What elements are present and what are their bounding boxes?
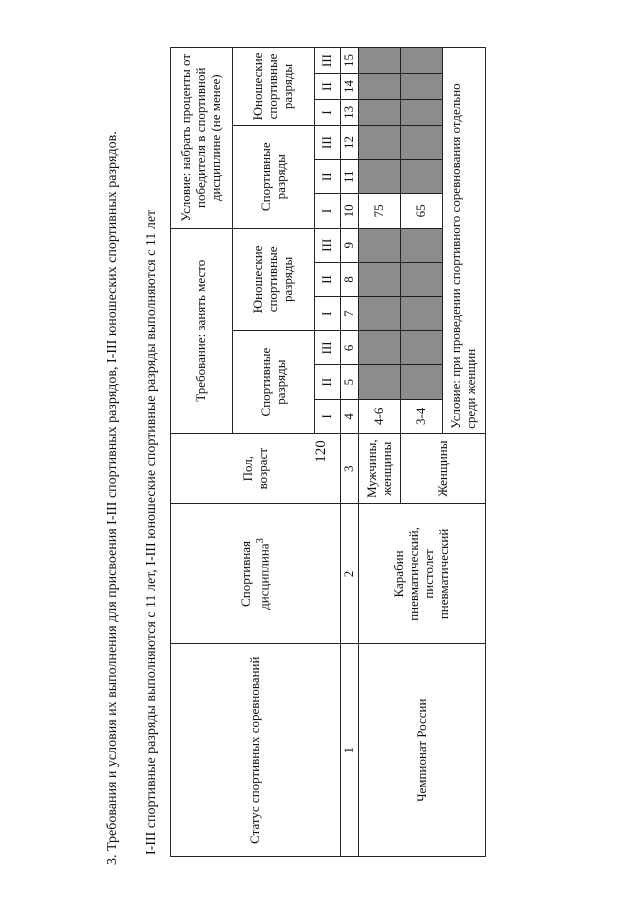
rank-label: I xyxy=(315,297,341,331)
shaded-cell xyxy=(359,99,401,125)
page-number: 120 xyxy=(312,440,329,463)
place-value: 3-4 xyxy=(401,399,443,433)
shaded-cell xyxy=(359,228,401,262)
rank-label: III xyxy=(315,331,341,365)
shaded-cell xyxy=(401,74,443,100)
shaded-cell xyxy=(401,99,443,125)
shaded-cell xyxy=(359,365,401,399)
header-discipline-text: Спортивная дисциплина xyxy=(237,540,272,610)
rank-label: III xyxy=(315,48,341,74)
table-caption: I-III спортивные разряды выполняются с 11 лет, I-III юношеские спортивные разряды выполняются с 11 лет xyxy=(144,209,159,855)
column-number: 9 xyxy=(341,228,359,262)
shaded-cell xyxy=(359,262,401,296)
shaded-cell xyxy=(401,365,443,399)
shaded-cell xyxy=(401,160,443,194)
shaded-cell xyxy=(401,262,443,296)
column-number: 3 xyxy=(341,433,359,504)
header-discipline xyxy=(171,504,341,644)
column-number: 4 xyxy=(341,399,359,433)
row-status: Чемпионат России xyxy=(359,644,486,857)
rank-label: III xyxy=(315,125,341,159)
column-number: 1 xyxy=(341,644,359,857)
column-number: 5 xyxy=(341,365,359,399)
column-number: 13 xyxy=(341,99,359,125)
percent-value: 65 xyxy=(401,194,443,228)
column-number: 15 xyxy=(341,48,359,74)
header-discipline-footnote: 3 xyxy=(253,538,266,544)
rank-label: II xyxy=(315,262,341,296)
column-number: 2 xyxy=(341,504,359,644)
header-place-requirement: Требование: занять место xyxy=(171,228,233,433)
column-number: 6 xyxy=(341,331,359,365)
header-gender-age: Пол, возраст xyxy=(171,433,341,504)
column-number: 12 xyxy=(341,125,359,159)
row-gender: Женщины xyxy=(401,433,486,504)
header-sport-ranks-percent: Спортивные разряды xyxy=(233,125,315,228)
shaded-cell xyxy=(359,331,401,365)
rank-label: I xyxy=(315,194,341,228)
section-heading: 3. Требования и условия их выполнения для присвоения I-III спортивных разрядов, I-III юношеских спортивных разрядов. xyxy=(105,131,120,865)
rank-label: III xyxy=(315,228,341,262)
requirements-table xyxy=(170,47,486,857)
header-status: Статус спортивных соревнований xyxy=(171,644,341,857)
header-sport-ranks: Спортивные разряды xyxy=(233,331,315,434)
shaded-cell xyxy=(401,297,443,331)
row-gender: Мужчины, женщины xyxy=(359,433,401,504)
percent-value: 75 xyxy=(359,194,401,228)
column-number: 14 xyxy=(341,74,359,100)
column-number: 8 xyxy=(341,262,359,296)
shaded-cell xyxy=(401,125,443,159)
header-youth-ranks-percent: Юношеские спортивные разряды xyxy=(233,48,315,126)
rank-label: II xyxy=(315,160,341,194)
place-value: 4-6 xyxy=(359,399,401,433)
shaded-cell xyxy=(401,48,443,74)
column-number: 7 xyxy=(341,297,359,331)
row-condition: Условие: при проведении спортивного соревнования отдельно среди женщин xyxy=(443,48,486,434)
shaded-cell xyxy=(359,125,401,159)
shaded-cell xyxy=(401,331,443,365)
header-percent-condition: Условие: набрать проценты от победителя в спортивной дисциплине (не менее) xyxy=(171,48,233,229)
shaded-cell xyxy=(401,228,443,262)
rank-label: I xyxy=(315,399,341,433)
row-discipline: Карабин пневматический, пистолет пневматический xyxy=(359,504,486,644)
rank-label: I xyxy=(315,99,341,125)
column-number: 11 xyxy=(341,160,359,194)
shaded-cell xyxy=(359,74,401,100)
rank-label: II xyxy=(315,365,341,399)
header-youth-ranks: Юношеские спортивные разряды xyxy=(233,228,315,331)
rank-label: II xyxy=(315,74,341,100)
shaded-cell xyxy=(359,48,401,74)
shaded-cell xyxy=(359,160,401,194)
shaded-cell xyxy=(359,297,401,331)
column-number: 10 xyxy=(341,194,359,228)
